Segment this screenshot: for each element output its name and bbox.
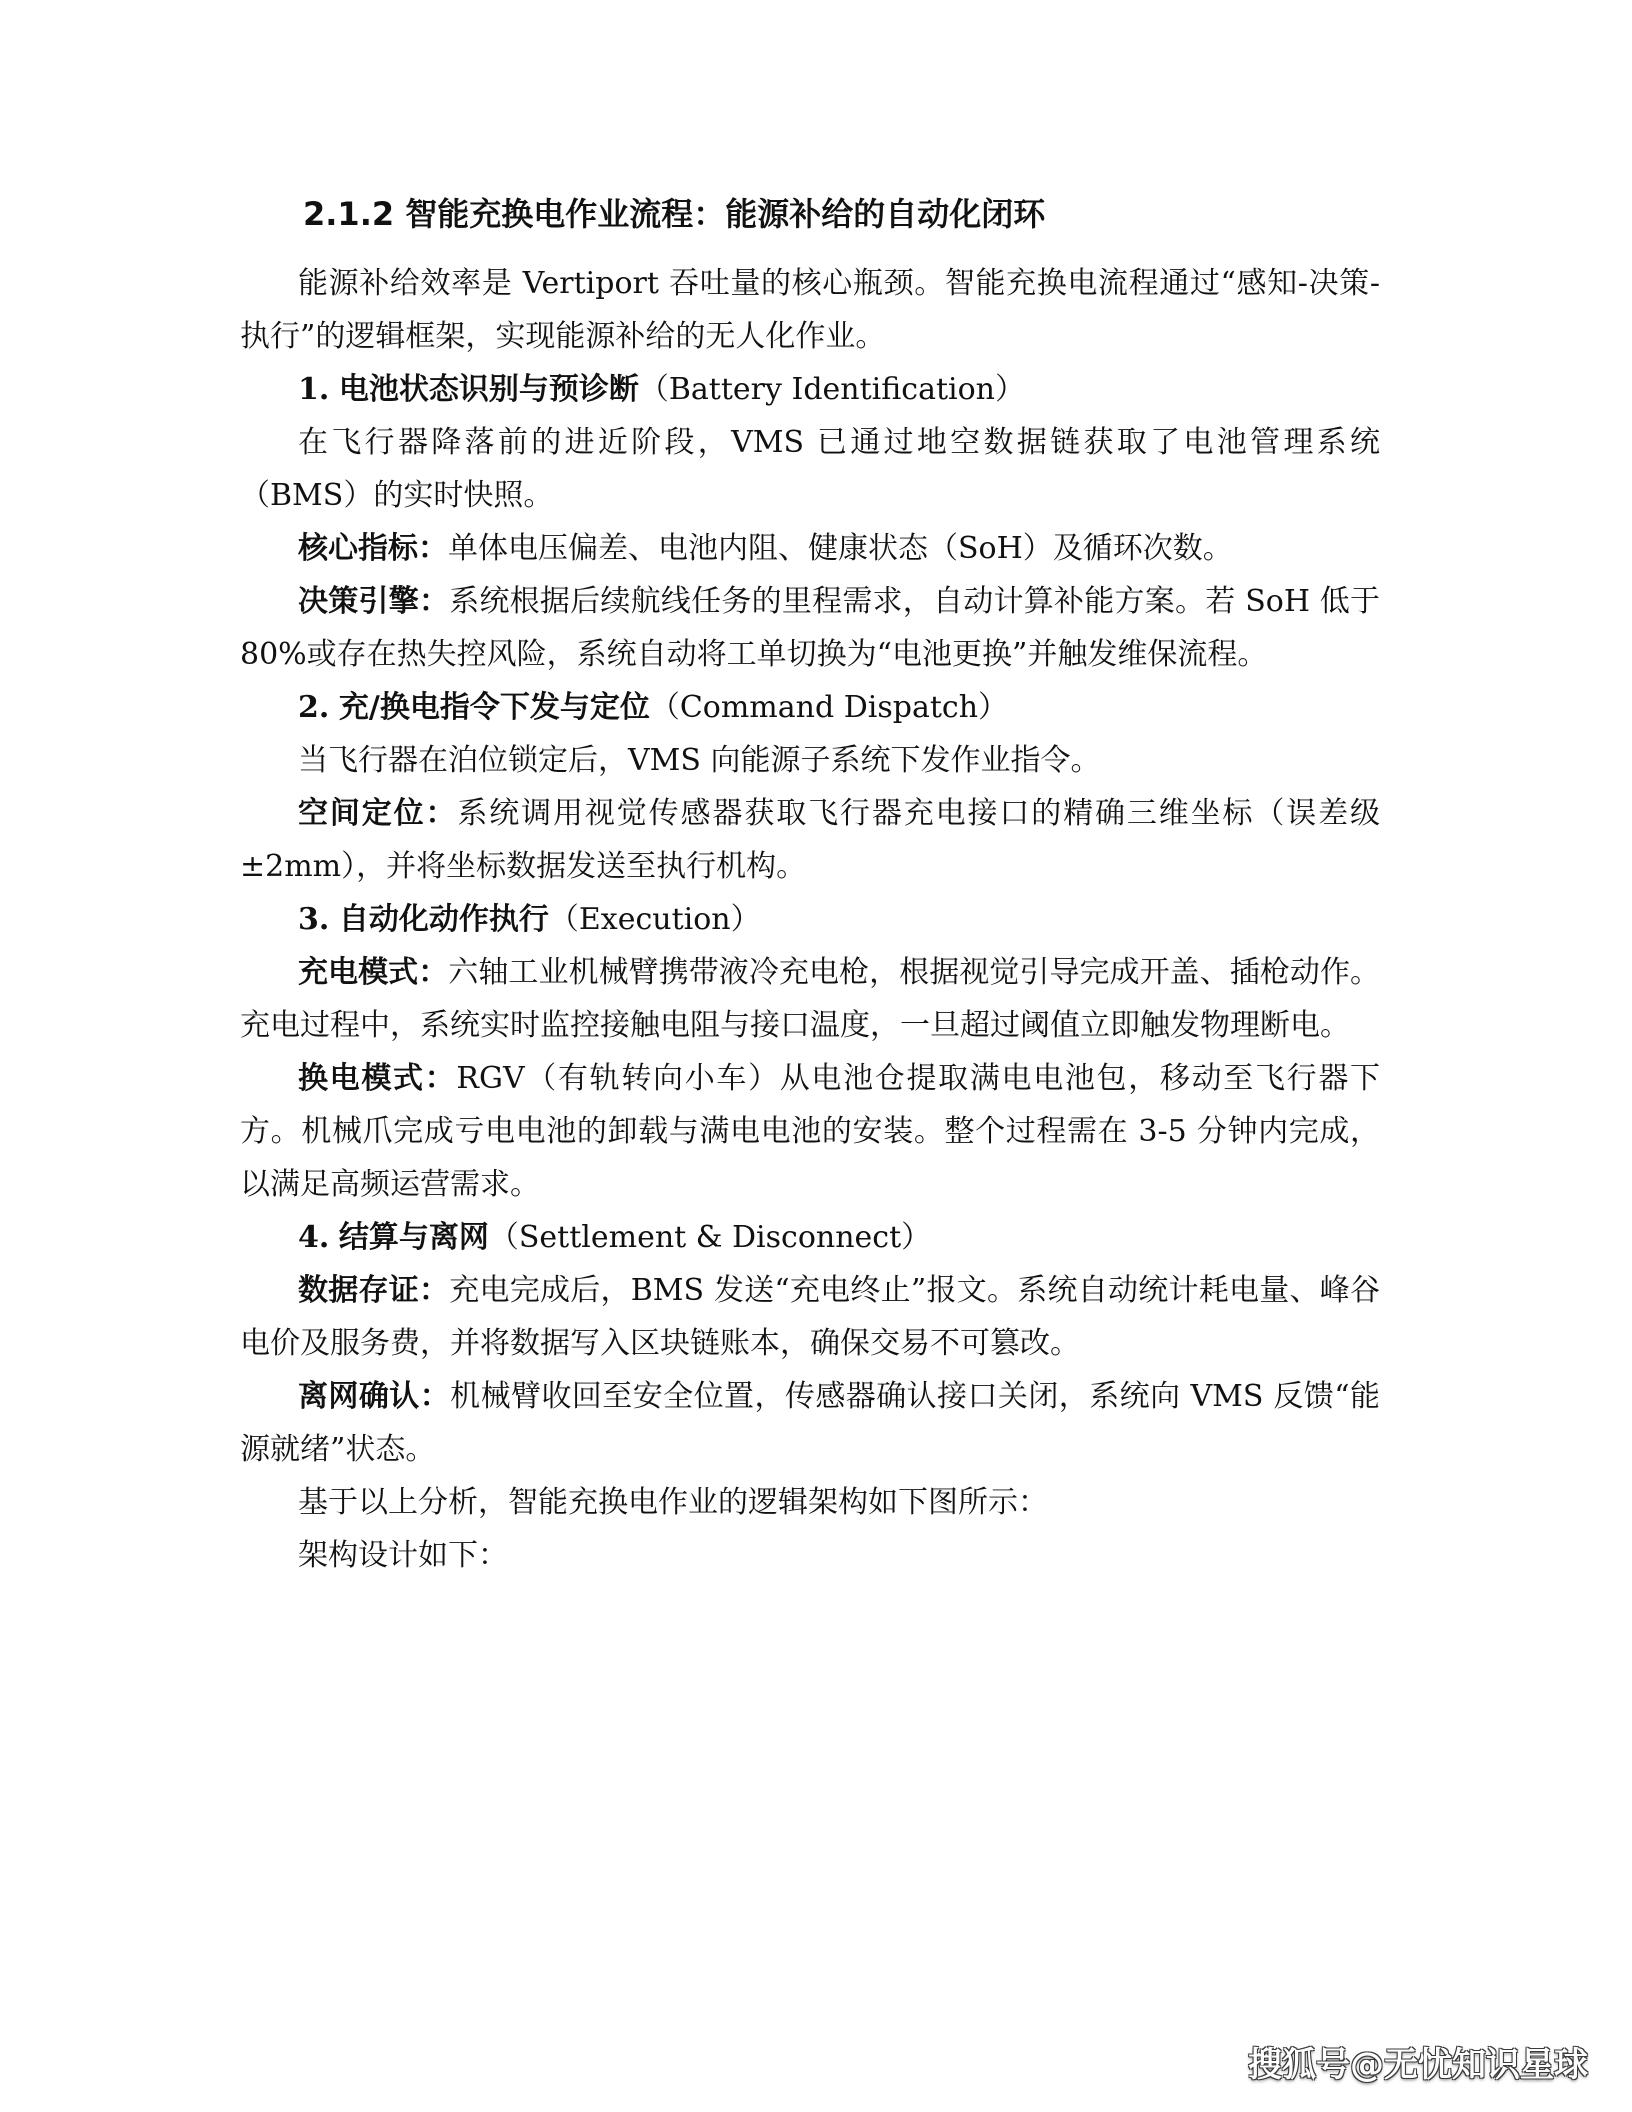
paragraph-text: 系统调用视觉传感器获取飞行器充电接口的精确三维坐标（误差级±2mm），并将坐标数据发送至执行机构。 <box>240 796 1381 884</box>
closing-paragraph-2: 架构设计如下： <box>298 1538 508 1573</box>
paragraph-text: 系统根据后续航线任务的里程需求，自动计算补能方案。若 SoH 低于 80%或存在热失控风险，系统自动将工单切换为“电池更换”并触发维保流程。 <box>240 584 1380 672</box>
watermark: 搜狐号@无忧知识星球 <box>1248 2045 1588 2085</box>
section-4-paragraph-2 <box>240 1370 1380 1476</box>
section-1-title: 电池状态识别与预诊断 <box>338 372 639 407</box>
section-1-paragraph-2 <box>240 522 1380 575</box>
paragraph-text: 单体电压偏差、电池内阻、健康状态（SoH）及循环次数。 <box>448 531 1233 566</box>
section-1-heading <box>240 363 1380 416</box>
section-2-paragraph-1 <box>240 734 1380 787</box>
section-3-title: 自动化动作执行 <box>338 902 549 937</box>
section-4-title: 结算与离网 <box>338 1220 489 1255</box>
section-3-title-en: （Execution） <box>548 902 761 937</box>
paragraph-lead: 充电模式： <box>298 955 449 990</box>
section-1-paragraph-3 <box>240 575 1380 681</box>
paragraph-text: RGV（有轨转向小车）从电池仓提取满电电池包，移动至飞行器下方。机械爪完成亏电电池的卸载与满电电池的安装。整个过程需在 3-5 分钟内完成，以满足高频运营需求。 <box>240 1061 1381 1202</box>
section-1-title-en: （Battery Identification） <box>638 372 1026 407</box>
document-body <box>240 257 1380 1582</box>
intro-paragraph: 能源补给效率是 Vertiport 吞吐量的核心瓶颈。智能充换电流程通过“感知-决策-执行”的逻辑框架，实现能源补给的无人化作业。 <box>240 266 1380 354</box>
section-2-heading <box>240 681 1380 734</box>
paragraph-lead: 空间定位： <box>298 796 458 831</box>
section-2-paragraph-2 <box>240 787 1380 893</box>
section-3-paragraph-1 <box>240 946 1380 1052</box>
section-2-number: 2. <box>298 690 330 725</box>
paragraph-text: 充电完成后，BMS 发送“充电终止”报文。系统自动统计耗电量、峰谷电价及服务费，并将数据写入区块链账本，确保交易不可篡改。 <box>240 1273 1380 1361</box>
paragraph-text: 当飞行器在泊位锁定后，VMS 向能源子系统下发作业指令。 <box>298 743 1101 778</box>
paragraph-lead: 数据存证： <box>298 1273 450 1308</box>
section-4-title-en: （Settlement & Disconnect） <box>488 1220 932 1255</box>
paragraph-lead: 离网确认： <box>298 1379 451 1414</box>
section-3-heading <box>240 893 1380 946</box>
paragraph-lead: 核心指标： <box>298 531 448 566</box>
section-heading: 2.1.2 智能充换电作业流程：能源补给的自动化闭环 <box>303 195 1046 233</box>
paragraph-text: 机械臂收回至安全位置，传感器确认接口关闭，系统向 VMS 反馈“能源就绪”状态。 <box>240 1379 1381 1467</box>
paragraph-text: 六轴工业机械臂携带液冷充电枪，根据视觉引导完成开盖、插枪动作。充电过程中，系统实时监控接触电阻与接口温度，一旦超过阈值立即触发物理断电。 <box>240 955 1381 1043</box>
section-2-title: 充/换电指令下发与定位 <box>338 690 650 725</box>
section-1-paragraph-1 <box>240 416 1380 522</box>
section-4-number: 4. <box>298 1220 330 1255</box>
paragraph-lead: 换电模式： <box>298 1061 457 1096</box>
paragraph-text: 在飞行器降落前的进近阶段，VMS 已通过地空数据链获取了电池管理系统（BMS）的实时快照。 <box>240 425 1380 513</box>
section-4-heading <box>240 1211 1380 1264</box>
section-2-title-en: （Command Dispatch） <box>649 690 1009 725</box>
section-4-paragraph-1 <box>240 1264 1380 1370</box>
section-3-paragraph-2 <box>240 1052 1380 1211</box>
section-1-number: 1. <box>298 372 330 407</box>
closing-paragraph-1: 基于以上分析，智能充换电作业的逻辑架构如下图所示： <box>298 1485 1048 1520</box>
paragraph-lead: 决策引擎： <box>298 584 450 619</box>
section-3-number: 3. <box>298 902 330 937</box>
